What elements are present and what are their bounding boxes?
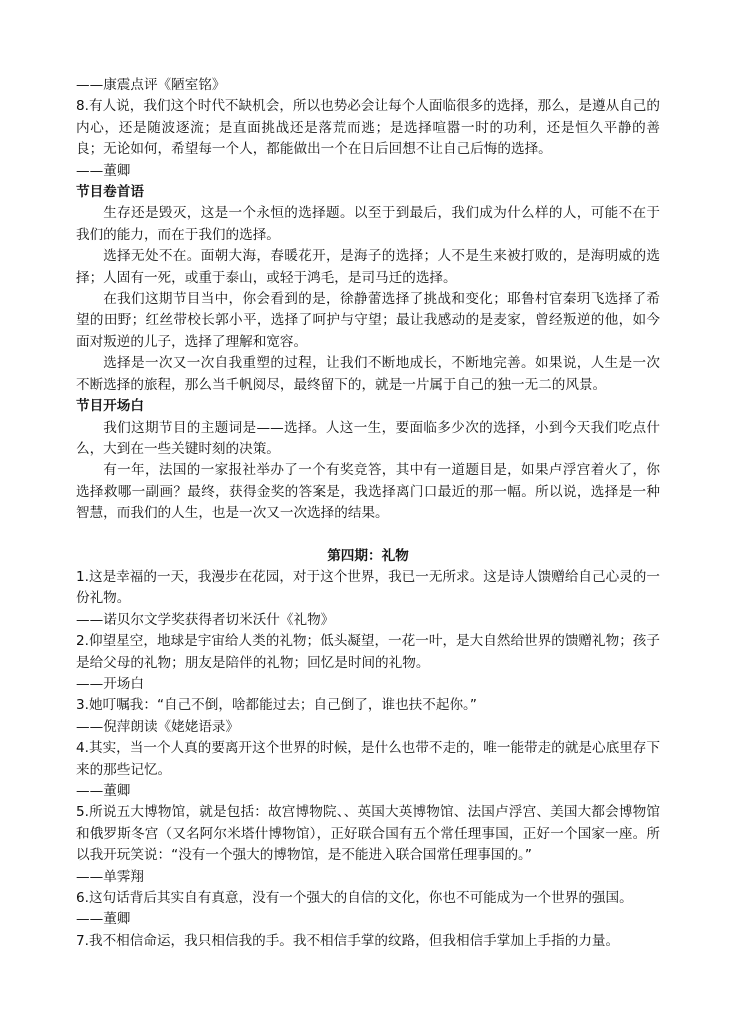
attribution-kangzhen: ——康震点评《陋室铭》 [76, 77, 226, 93]
kaichang-paragraph: 我们这期节目的主题词是——选择。人这一生，要面临多少次的选择，小到今天我们吃点什么，大到在一些关键时刻的决策。 [76, 419, 660, 457]
juanshou-heading: 节目卷首语 [76, 184, 144, 201]
kaichang-paragraph: 有一年，法国的一家报社举办了一个有奖竞答，其中有一道题目是，如果卢浮宫着火了，你选择救哪一副画？最终，获得金奖的答案是，我选择离门口最近的那一幅。所以说，选择是一种智慧，而我们的人生，也是一次又一次选择的结果。 [76, 462, 660, 522]
quote-item: 5.所说五大博物馆，就是包括：故宫博物院、、英国大英博物馆、法国卢浮宫、美国大都会博物馆和俄罗斯冬宫（又名阿尔米塔什博物馆），正好联合国有五个常任理事国，正好一个国家一座。所以我开玩笑说：“没有一个强大的博物馆，是不能进入联合国常任理事国的。” [76, 804, 660, 864]
quote-item: 7.我不相信命运，我只相信我的手。我不相信手掌的纹路，但我相信手掌加上手指的力量。 [76, 932, 620, 949]
quote-attribution: ——开场白 [76, 675, 144, 692]
quote-attribution: ——董卿 [76, 911, 131, 928]
quote-item: 4.其实，当一个人真的要离开这个世界的时候，是什么也带不走的，唯一能带走的就是心底里存下来的那些记忆。 [76, 740, 660, 778]
section4-heading: 第四期：礼物 [327, 547, 409, 564]
juanshou-paragraph: 生存还是毁灭，这是一个永恒的选择题。以至于到最后，我们成为什么样的人，可能不在于我们的能力，而在于我们的选择。 [76, 205, 660, 243]
quote-8: 8.有人说，我们这个时代不缺机会，所以也势必会让每个人面临很多的选择，那么，是遵从自己的内心，还是随波逐流；是直面挑战还是落荒而逃；是选择喧嚣一时的功利，还是恒久平静的善良；无论如何，希望每一个人，都能做出一个在日后回想不让自己后悔的选择。 [76, 98, 660, 158]
quote-attribution: ——董卿 [76, 783, 131, 799]
quote-item: 3.她叮嘱我：“自己不倒，啥都能过去；自己倒了，谁也扶不起你。” [76, 697, 477, 714]
juanshou-paragraph: 选择无处不在。面朝大海，春暖花开，是海子的选择；人不是生来被打败的，是海明威的选择；人固有一死，或重于泰山，或轻于鸿毛，是司马迁的选择。 [76, 248, 660, 286]
section-spacer [76, 525, 660, 546]
quote-attribution: ——倪萍朗读《姥姥语录》 [76, 718, 240, 735]
quote-attribution: ——单霁翔 [76, 868, 144, 885]
kaichang-heading: 节目开场白 [76, 398, 144, 415]
juanshou-paragraph: 选择是一次又一次自我重塑的过程，让我们不断地成长，不断地完善。如果说，人生是一次不断选择的旅程，那么当千帆阅尽，最终留下的，就是一片属于自己的独一无二的风景。 [76, 355, 660, 393]
quote-item: 6.这句话背后其实自有真意，没有一个强大的自信的文化，你也不可能成为一个世界的强国。 [76, 890, 633, 907]
juanshou-paragraph: 在我们这期节目当中，你会看到的是，徐静蕾选择了挑战和变化；耶鲁村官秦玥飞选择了希望的田野；红丝带校长郭小平，选择了呵护与守望；最让我感动的是麦家，曾经叛逆的他，如今面对叛逆的儿子，选择了理解和宽容。 [76, 291, 660, 350]
quote-item: 2.仰望星空，地球是宇宙给人类的礼物；低头凝望，一花一叶，是大自然给世界的馈赠礼物；孩子是给父母的礼物；朋友是陪伴的礼物；回忆是时间的礼物。 [76, 633, 660, 671]
attribution-dongqing: ——董卿 [76, 162, 131, 179]
quote-attribution: ——诺贝尔文学奖获得者切米沃什《礼物》 [76, 611, 335, 628]
document-page [76, 75, 660, 952]
quote-item: 1.这是幸福的一天，我漫步在花园，对于这个世界，我已一无所求。这是诗人馈赠给自己心灵的一份礼物。 [76, 568, 660, 607]
